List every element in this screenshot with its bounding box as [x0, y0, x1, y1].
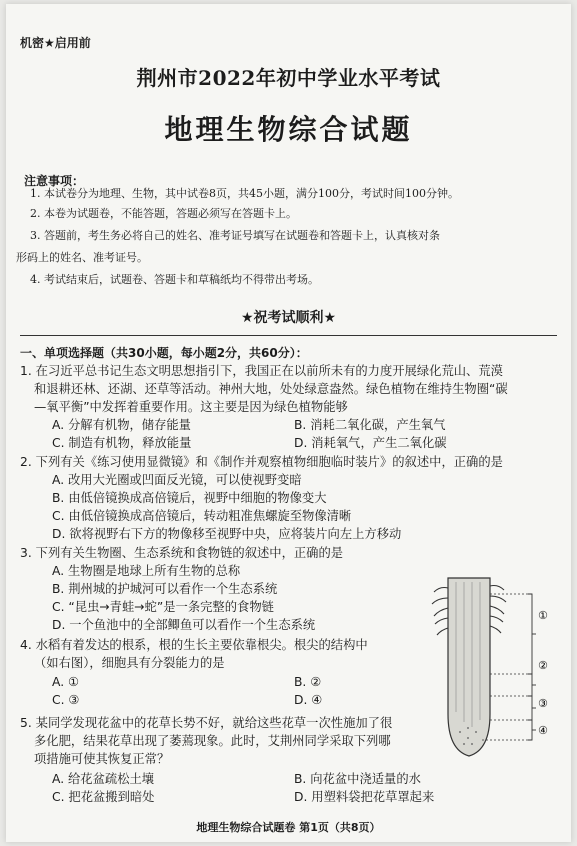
- q2-option-d: D. 欲将视野右下方的物像移至视野中央，应将装片向左上方移动: [52, 527, 402, 541]
- q2-option-a: A. 改用大光圈或凹面反光镜，可以使视野变暗: [52, 473, 302, 487]
- confidential-mark: 机密★启用前: [20, 36, 91, 50]
- q2-option-c: C. 由低倍镜换成高倍镜后，转动粗准焦螺旋至物像清晰: [52, 509, 352, 523]
- label-zone-4: ④: [538, 724, 548, 737]
- q1-option-b: B. 消耗二氧化碳，产生氧气: [294, 418, 446, 432]
- notice-item-3: 3. 答题前，考生务必将自己的姓名、准考证号填写在试题卷和答题卡上，认真核对条: [30, 229, 440, 242]
- q5-line-1: 5. 某同学发现花盆中的花草长势不好，就给这些花草一次性施加了很: [20, 716, 393, 730]
- q2-line-1: 2. 下列有关《练习使用显微镜》和《制作并观察植物细胞临时装片》的叙述中，正确的是: [20, 455, 503, 469]
- q3-option-b: B. 荆州城的护城河可以看作一个生态系统: [52, 582, 278, 596]
- q1-option-d: D. 消耗氧气，产生二氧化碳: [294, 436, 447, 450]
- notice-item-2: 2. 本卷为试题卷，不能答题，答题必须写在答题卡上。: [30, 207, 297, 220]
- q5-line-2: 多化肥，结果花草出现了萎蔫现象。此时，艾荆州同学采取下列哪: [34, 734, 391, 748]
- q3-line-1: 3. 下列有关生物圈、生态系统和食物链的叙述中，正确的是: [20, 546, 344, 560]
- q1-option-a: A. 分解有机物，储存能量: [52, 418, 191, 432]
- q1-line-2: 和退耕还林、还湖、还草等活动。神州大地，处处绿意盎然。绿色植物在维持生物圈“碳: [34, 382, 508, 396]
- q4-line-2: （如右图），细胞具有分裂能力的是: [34, 656, 225, 670]
- q5-option-b: B. 向花盆中浇适量的水: [294, 772, 421, 786]
- q1-line-3: —氧平衡”中发挥着重要作用。这主要是因为绿色植物能够: [34, 400, 348, 414]
- exam-page: [6, 4, 571, 842]
- q4-option-a: A. ①: [52, 675, 80, 689]
- subject-title: 地理生物综合试题: [164, 113, 413, 146]
- q5-option-c: C. 把花盆搬到暗处: [52, 790, 155, 804]
- zone-brackets: [528, 594, 536, 740]
- q3-option-c: C. “昆虫→青蛙→蛇”是一条完整的食物链: [52, 600, 274, 614]
- q1-option-c: C. 制造有机物，释放能量: [52, 436, 192, 450]
- divider: [20, 335, 557, 336]
- q4-option-b: B. ②: [294, 675, 322, 689]
- page-footer: 地理生物综合试题卷 第1页（共8页）: [196, 821, 381, 834]
- q4-option-d: D. ④: [294, 693, 323, 707]
- label-zone-1: ①: [538, 609, 548, 622]
- root-body: [448, 578, 490, 756]
- q4-option-c: C. ③: [52, 693, 80, 707]
- q2-option-b: B. 由低倍镜换成高倍镜后，视野中细胞的物像变大: [52, 491, 327, 505]
- label-zone-3: ③: [538, 697, 548, 710]
- q5-option-d: D. 用塑料袋把花草罩起来: [294, 790, 435, 804]
- q5-option-a: A. 给花盆疏松土壤: [52, 772, 155, 786]
- q4-line-1: 4. 水稻有着发达的根系，根的生长主要依靠根尖。根尖的结构中: [20, 638, 368, 652]
- root-tip-figure: [410, 572, 560, 762]
- notice-item-3-cont: 形码上的姓名、准考证号。: [16, 251, 148, 264]
- q3-option-a: A. 生物圈是地球上所有生物的总称: [52, 564, 241, 578]
- q1-line-1: 1. 在习近平总书记生态文明思想指引下，我国正在以前所未有的力度开展绿化荒山、荒漠: [20, 364, 503, 378]
- good-luck-banner: ★祝考试顺利★: [240, 310, 337, 326]
- notice-item-1: 1. 本试卷分为地理、生物，其中试卷8页，共45小题，满分100分，考试时间100分钟。: [30, 187, 459, 200]
- q3-option-d: D. 一个鱼池中的全部鲫鱼可以看作一个生态系统: [52, 618, 316, 632]
- label-zone-2: ②: [538, 659, 548, 672]
- notice-heading: 注意事项：: [24, 174, 85, 188]
- section-heading: 一、单项选择题（共30小题，每小题2分，共60分）：: [20, 346, 308, 360]
- exam-title: 荆州市2022年初中学业水平考试: [136, 66, 441, 90]
- notice-item-4: 4. 考试结束后，试题卷、答题卡和草稿纸均不得带出考场。: [30, 273, 319, 286]
- q5-line-3: 项措施可使其恢复正常？: [34, 752, 170, 766]
